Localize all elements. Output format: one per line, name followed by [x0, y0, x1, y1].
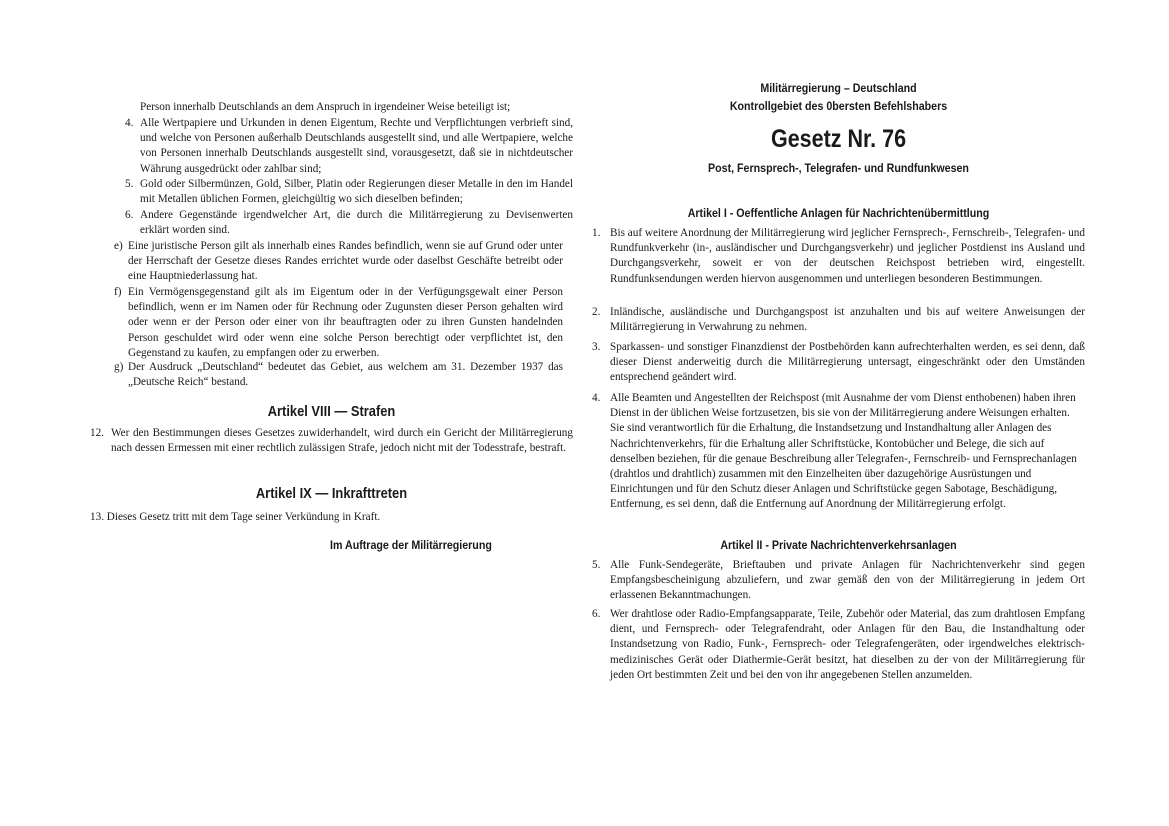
list-item-number: 6. [592, 608, 601, 620]
list-item-number: 5. [592, 559, 601, 571]
list-item-number: 1. [592, 227, 601, 239]
list-item-g [114, 360, 563, 390]
list-item-number: 6. [125, 209, 134, 221]
list-item-number: 5. [125, 178, 134, 190]
list-item-text: Alle Funk-Sendegeräte, Brieftauben und private Anlagen für Nachrichtenverkehr sind gegen Empfangsbescheinigung abzuliefern, und zwar gemäß den von der Militärregierung in jedem Ort erlassenen Bekanntmachungen. [610, 559, 1085, 602]
list-item-number: 12. [90, 427, 104, 439]
list-item-6 [125, 208, 573, 238]
list-item-number: g) [114, 361, 124, 373]
list-item-5 [592, 558, 1085, 604]
list-item-text: Bis auf weitere Anordnung der Militärregierung wird jeglicher Fernsprech-, Fernschreib-, Telegrafen- und Rundfunkverkehr (in-, ausländischer und Durchgangsverkehr) und jeglicher Postdienst ins Ausland und Durchgangsverkehr, soweit er von der deutschen Reichspost betrieben wird, eingestellt. Rundfunksendungen werden hiervon ausgenommen und unterliegen besonderen Bestimmungen. [610, 227, 1085, 285]
list-item-number: e) [114, 240, 123, 252]
list-item-text: Person innerhalb Deutschlands an dem Anspruch in irgendeiner Weise beteiligt ist; [140, 101, 511, 113]
list-item-d-continuation [140, 100, 573, 115]
list-item-text: Gold oder Silbermünzen, Gold, Silber, Platin oder Regierungen dieser Metalle in den im Handel mit Metallen üblichen Formen, gleichgültig wo sich dieselben befinden; [140, 178, 573, 206]
law-title: Gesetz Nr. 76 [770, 125, 907, 153]
list-item-4 [592, 391, 1085, 513]
list-item-1 [592, 226, 1085, 287]
list-item-text: Sparkassen- und sonstiger Finanzdienst der Postbehörden kann aufrechterhalten werden, es sei denn, daß dieser Dienst anderweitig durch die Militärregierung untersagt, eingeschränkt oder den Umständen entsprechend geändert wird. [610, 341, 1085, 384]
list-item-number: 3. [592, 341, 601, 353]
list-item-e [114, 239, 563, 285]
list-item-text: Eine juristische Person gilt als innerhalb eines Randes befindlich, wenn sie auf Grund oder unter der Herrschaft der Gesetze dieses Randes errichtet wurde oder daselbst Geschäfte betreibt oder eine Hauptniederlassung hat. [128, 240, 563, 283]
list-item-number: f) [114, 286, 122, 298]
list-item-text: Der Ausdruck „Deutschland“ bedeutet das Gebiet, aus welchem am 31. Dezember 1937 das „Deutsche Reich“ bestand. [128, 361, 563, 389]
list-item-5 [125, 177, 573, 207]
list-item-text: Alle Beamten und Angestellten der Reichspost (mit Ausnahme der vom Dienst enthobenen) haben ihren Dienst in der üblichen Weise fortzusetzen, bis sie von der Militärregierung andere Weisungen erhalten. Sie sind verantwortlich für die Erhaltung, die Instandsetzung und Instandhaltung aller Anlagen des Nachrichtenverkehrs, für die Erhaltung aller Schriftstücke, Kontobücher und Belege, die sich auf denselben beziehen, für die genaue Beschreibung aller Telegrafen-, Fernschreib- und Fernsprechanlagen (drahtlos und drahtlich) zusammen mit den Einzelheiten über dazugehörige Ausrüstungen und Einrichtungen und für den Schutz dieser Anlagen und Schriftstücke gegen Sabotage, Beschädigung, Entfernung, es sei denn, daß die Entfernung auf Anordnung der Militärregierung erfolgt. [610, 392, 1077, 511]
list-item-4 [125, 116, 573, 177]
list-item-2 [592, 305, 1085, 335]
article-2-heading: Artikel II - Private Nachrichtenverkehrsanlagen [720, 538, 957, 552]
list-item-text: Dieses Gesetz tritt mit dem Tage seiner Verkündung in Kraft. [106, 511, 381, 523]
list-item-12 [90, 426, 573, 456]
article-9-heading: Artikel IX — Inkrafttreten [255, 485, 408, 502]
list-item-text: Wer drahtlose oder Radio-Empfangsapparate, Teile, Zubehör oder Material, das zum drahtlosen Empfang dient, und Fernsprech- oder Telegrafendraht, oder Anlagen für den Bau, die Instandhaltung oder Instandsetzung von Radio, Funk-, Fernsprech- oder Telegrafengeräten, oder irgendwelches elektrisch-medizinisches Gerät oder Diathermie-Gerät besitzt, hat dieselben zu der von der Militärregierung für jeden Ort bestimmten Zeit und bei den von ihr angegebenen Stellen anzumelden. [610, 608, 1085, 681]
article-8-heading: Artikel VIII — Strafen [267, 403, 396, 420]
list-item-text: Ein Vermögensgegenstand gilt als im Eigentum oder in der Verfügungsgewalt einer Person befindlich, wenn er im Namen oder für Rechnung oder Zugunsten dieser Person gehalten wird oder wenn er der Person oder einer von ihr beauftragten oder zu ihren Gunsten handelnden Person geschuldet wird oder wenn eine solche Person berechtigt oder verpflichtet ist, den Gegenstand zu kaufen, zu empfangen oder zu erwerben. [128, 286, 563, 359]
jurisdiction-line: Kontrollgebiet des 0bersten Befehlshabers [729, 99, 948, 113]
list-item-6 [592, 607, 1085, 683]
list-item-3 [592, 340, 1085, 386]
issuer-line: Militärregierung – Deutschland [760, 81, 917, 95]
list-item-text: Inländische, ausländische und Durchgangspost ist anzuhalten und bis auf weitere Anweisungen der Militärregierung in Verwahrung zu nehmen. [610, 306, 1085, 334]
list-item-text: Wer den Bestimmungen dieses Gesetzes zuwiderhandelt, wird durch ein Gericht der Militärregierung nach dessen Ermessen mit einer rechtlich zulässigen Strafe, jedoch nicht mit der Todesstrafe, bestraft. [111, 427, 573, 455]
signature-line: Im Auftrage der Militärregierung [330, 538, 492, 552]
list-item-number: 4. [125, 117, 134, 129]
law-subtitle: Post, Fernsprech-, Telegrafen- und Rundfunkwesen [708, 161, 969, 175]
list-item-number: 4. [592, 392, 601, 404]
list-item-text: Alle Wertpapiere und Urkunden in denen Eigentum, Rechte und Verpflichtungen verbrieft sind, und welche von Personen außerhalb Deutschlands ausgestellt sind, und alle Wertpapiere, welche von Personen innerhalb Deutschlands ausgestellt sind, vorausgesetzt, daß sie in nichtdeutscher Währung ausgedrückt oder zahlbar sind; [140, 117, 573, 175]
list-item-number: 13. [90, 511, 104, 523]
list-item-f [114, 285, 563, 361]
list-item-number: 2. [592, 306, 601, 318]
list-item-13 [90, 510, 573, 525]
article-1-heading: Artikel I - Oeffentliche Anlagen für Nachrichtenübermittlung [687, 206, 990, 220]
list-item-text: Andere Gegenstände irgendwelcher Art, die durch die Militärregierung zu Devisenwerten erklärt worden sind. [140, 209, 573, 237]
